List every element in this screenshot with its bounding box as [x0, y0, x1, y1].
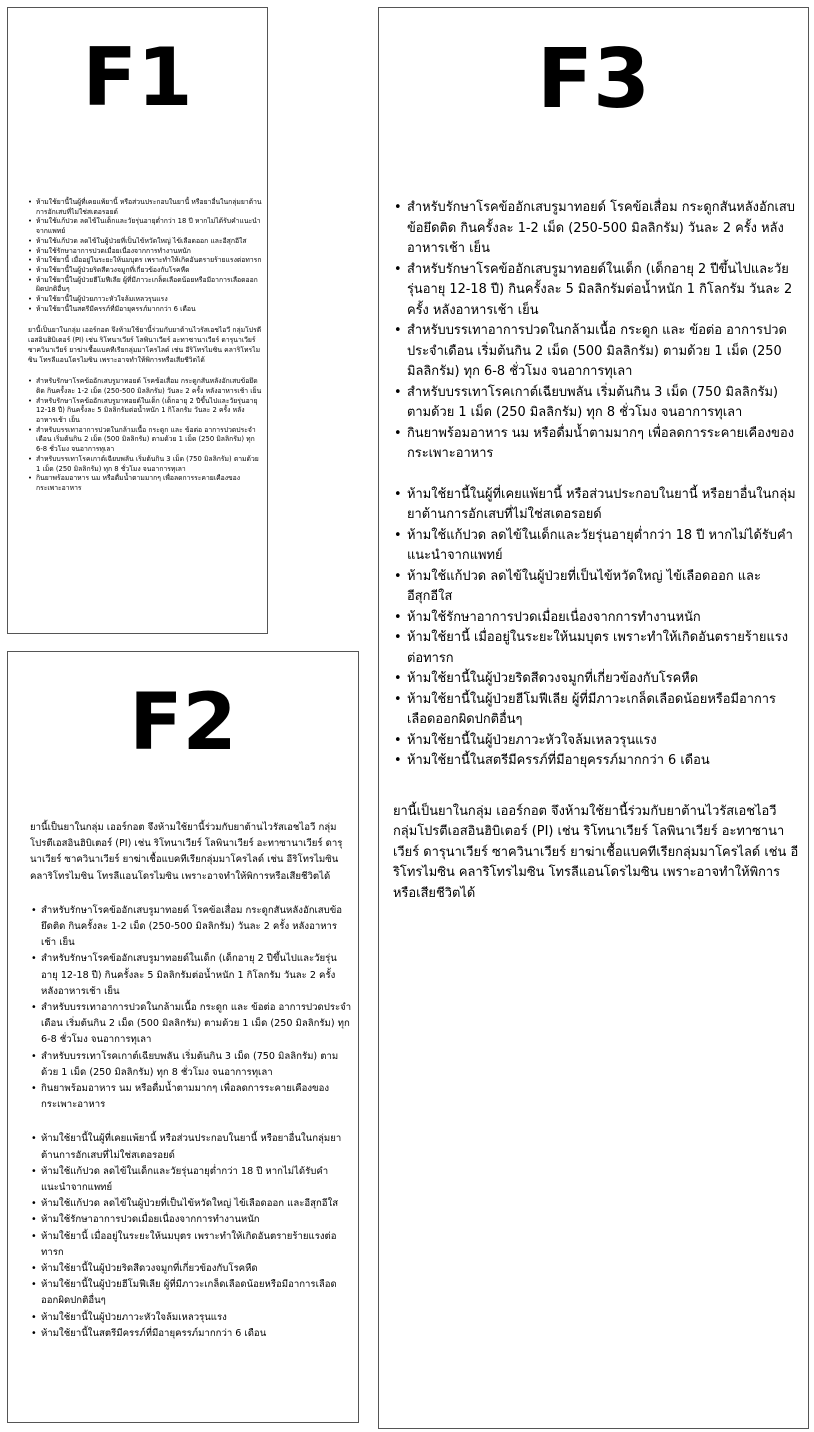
- dosage-item: • สำหรับรักษาโรคข้ออักเสบรูมาทอยด์ โรคข้อเสื่อม กระดูกสันหลังอักเสบข้อยึดติด กินครั้งละ 1-2 เม็ด (250-500 มิลลิกรัม) วันละ 2 ครั้ง หลังอาหารเช้า เย็น: [28, 377, 262, 396]
- warning-item: • ห้ามใช้ยานี้ในผู้ป่วยภาวะหัวใจล้มเหลวรุนแรง: [393, 731, 801, 752]
- dosage-item: • สำหรับรักษาโรคข้ออักเสบรูมาทอยด์ในเด็ก (เด็กอายุ 2 ปีขึ้นไปและวัยรุ่นอายุ 12-18 ปี) กินครั้งละ 5 มิลลิกรัมต่อน้ำหนัก 1 กิโลกรัม วันละ 2 ครั้ง หลังอาหารเช้า เย็น: [28, 397, 262, 426]
- warning-item: • ห้ามใช้ยานี้ในผู้ป่วยฮีโมฟีเลีย ผู้ที่มีภาวะเกล็ดเลือดน้อยหรือมีอาการเลือดออกผิดปกติอื่นๆ: [393, 690, 801, 731]
- dosage-item: • สำหรับรักษาโรคข้ออักเสบรูมาทอยด์ในเด็ก (เด็กอายุ 2 ปีขึ้นไปและวัยรุ่นอายุ 12-18 ปี) กินครั้งละ 5 มิลลิกรัมต่อน้ำหนัก 1 กิโลกรัม วันละ 2 ครั้ง หลังอาหารเช้า เย็น: [30, 951, 352, 1000]
- warning-item: • ห้ามใช้ยานี้ในผู้ป่วยริดสีดวงจมูกที่เกี่ยวข้องกับโรคหืด: [28, 266, 262, 276]
- interaction-note: ยานี้เป็นยาในกลุ่ม เออร์กอต จึงห้ามใช้ยานี้ร่วมกับยาต้านไวรัสเอชไอวี กลุ่มโปรตีเอสอินฮิบิเตอร์ (PI) เช่น ริโทนาเวียร์ โลพินาเวียร์ อะทาซานาเวียร์ ดารุนาเวียร์ ซาควินาเวียร์ ยาฆ่าเชื้อแบคทีเรียกลุ่มมาโครไลด์ เช่น อีริโทรไมซิน คลาริโทรไมซิน โทรลีแอนโดรไมซิน เพราะอาจทำให้พิการหรือเสียชีวิตได้: [28, 326, 262, 364]
- warning-item: • ห้ามใช้แก้ปวด ลดไข้ในผู้ป่วยที่เป็นไข้หวัดใหญ่ ไข้เลือดออก และอีสุกอีใส: [30, 1196, 352, 1212]
- warning-item: • ห้ามใช้แก้ปวด ลดไข้ในเด็กและวัยรุ่นอายุต่ำกว่า 18 ปี หากไม่ได้รับคำแนะนำจากแพทย์: [393, 526, 801, 567]
- section-spacer: [393, 465, 801, 485]
- dosage-item: • สำหรับรักษาโรคข้ออักเสบรูมาทอยด์ โรคข้อเสื่อม กระดูกสันหลังอักเสบข้อยึดติด กินครั้งละ 1-2 เม็ด (250-500 มิลลิกรัม) วันละ 2 ครั้ง หลังอาหารเช้า เย็น: [393, 198, 801, 260]
- warning-item: • ห้ามใช้แก้ปวด ลดไข้ในเด็กและวัยรุ่นอายุต่ำกว่า 18 ปี หากไม่ได้รับคำแนะนำจากแพทย์: [28, 217, 262, 236]
- warning-item: • ห้ามใช้ยานี้ในสตรีมีครรภ์ที่มีอายุครรภ์มากกว่า 6 เดือน: [30, 1326, 352, 1342]
- section-spacer: [30, 1113, 352, 1131]
- warning-item: • ห้ามใช้ยานี้ในผู้ป่วยภาวะหัวใจล้มเหลวรุนแรง: [30, 1310, 352, 1326]
- warning-item: • ห้ามใช้ยานี้ เมื่ออยู่ในระยะให้นมบุตร เพราะทำให้เกิดอันตรายร้ายแรงต่อทารก: [28, 256, 262, 266]
- dosage-item: • สำหรับรักษาโรคข้ออักเสบรูมาทอยด์ โรคข้อเสื่อม กระดูกสันหลังอักเสบข้อยึดติด กินครั้งละ 1-2 เม็ด (250-500 มิลลิกรัม) วันละ 2 ครั้ง หลังอาหารเช้า เย็น: [30, 903, 352, 952]
- dosage-item: • กินยาพร้อมอาหาร นม หรือดื่มน้ำตามมากๆ เพื่อลดการระคายเคืองของกระเพาะอาหาร: [30, 1081, 352, 1113]
- panel-f3-title: F3: [536, 32, 651, 127]
- warning-item: • ห้ามใช้รักษาอาการปวดเมื่อยเนื่องจากการทำงานหนัก: [30, 1212, 352, 1228]
- warning-item: • ห้ามใช้ยานี้ในผู้ป่วยฮีโมฟีเลีย ผู้ที่มีภาวะเกล็ดเลือดน้อยหรือมีอาการเลือดออกผิดปกติอื่นๆ: [30, 1277, 352, 1309]
- dosage-item: • สำหรับบรรเทาโรคเกาต์เฉียบพลัน เริ่มต้นกิน 3 เม็ด (750 มิลลิกรัม) ตามด้วย 1 เม็ด (250 มิลลิกรัม) ทุก 8 ชั่วโมง จนอาการทุเลา: [393, 383, 801, 424]
- dosage-item: • สำหรับบรรเทาอาการปวดในกล้ามเนื้อ กระดูก และ ข้อต่อ อาการปวดประจำเดือน เริ่มต้นกิน 2 เม็ด (500 มิลลิกรัม) ตามด้วย 1 เม็ด (250 มิลลิกรัม) ทุก 6-8 ชั่วโมง จนอาการทุเลา: [30, 1000, 352, 1049]
- dosage-item: • สำหรับรักษาโรคข้ออักเสบรูมาทอยด์ในเด็ก (เด็กอายุ 2 ปีขึ้นไปและวัยรุ่นอายุ 12-18 ปี) กินครั้งละ 5 มิลลิกรัมต่อน้ำหนัก 1 กิโลกรัม วันละ 2 ครั้ง หลังอาหารเช้า เย็น: [393, 260, 801, 322]
- dosage-item: • กินยาพร้อมอาหาร นม หรือดื่มน้ำตามมากๆ เพื่อลดการระคายเคืองของกระเพาะอาหาร: [393, 424, 801, 465]
- dosage-item: • กินยาพร้อมอาหาร นม หรือดื่มน้ำตามมากๆ เพื่อลดการระคายเคืองของกระเพาะอาหาร: [28, 474, 262, 493]
- dosage-item: • สำหรับบรรเทาโรคเกาต์เฉียบพลัน เริ่มต้นกิน 3 เม็ด (750 มิลลิกรัม) ตามด้วย 1 เม็ด (250 มิลลิกรัม) ทุก 8 ชั่วโมง จนอาการทุเลา: [28, 455, 262, 474]
- warning-item: • ห้ามใช้ยานี้ในผู้ที่เคยแพ้ยานี้ หรือส่วนประกอบในยานี้ หรือยาอื่นในกลุ่มยาต้านการอักเสบที่ไม่ใช่สเตอรอยด์: [30, 1131, 352, 1163]
- warning-item: • ห้ามใช้ยานี้ในผู้ที่เคยแพ้ยานี้ หรือส่วนประกอบในยานี้ หรือยาอื่นในกลุ่มยาต้านการอักเสบที่ไม่ใช่สเตอรอยด์: [393, 485, 801, 526]
- panel-f2-title: F2: [129, 678, 237, 768]
- warning-item: • ห้ามใช้ยานี้ เมื่ออยู่ในระยะให้นมบุตร เพราะทำให้เกิดอันตรายร้ายแรงต่อทารก: [393, 628, 801, 669]
- dosage-list: [393, 198, 801, 465]
- dosage-item: • สำหรับบรรเทาโรคเกาต์เฉียบพลัน เริ่มต้นกิน 3 เม็ด (750 มิลลิกรัม) ตามด้วย 1 เม็ด (250 มิลลิกรัม) ทุก 8 ชั่วโมง จนอาการทุเลา: [30, 1049, 352, 1081]
- warning-item: • ห้ามใช้แก้ปวด ลดไข้ในผู้ป่วยที่เป็นไข้หวัดใหญ่ ไข้เลือดออก และอีสุกอีใส: [28, 237, 262, 247]
- warning-item: • ห้ามใช้รักษาอาการปวดเมื่อยเนื่องจากการทำงานหนัก: [28, 247, 262, 257]
- warning-item: • ห้ามใช้แก้ปวด ลดไข้ในผู้ป่วยที่เป็นไข้หวัดใหญ่ ไข้เลือดออก และอีสุกอีใส: [393, 567, 801, 608]
- warnings-list: [393, 485, 801, 772]
- warning-item: • ห้ามใช้ยานี้ในผู้ป่วยภาวะหัวใจล้มเหลวรุนแรง: [28, 295, 262, 305]
- warning-item: • ห้ามใช้ยานี้ในผู้ป่วยฮีโมฟีเลีย ผู้ที่มีภาวะเกล็ดเลือดน้อยหรือมีอาการเลือดออกผิดปกติอื่นๆ: [28, 276, 262, 295]
- warning-item: • ห้ามใช้ยานี้ในผู้ป่วยริดสีดวงจมูกที่เกี่ยวข้องกับโรคหืด: [30, 1261, 352, 1277]
- warning-item: • ห้ามใช้รักษาอาการปวดเมื่อยเนื่องจากการทำงานหนัก: [393, 608, 801, 629]
- warning-item: • ห้ามใช้ยานี้ เมื่ออยู่ในระยะให้นมบุตร เพราะทำให้เกิดอันตรายร้ายแรงต่อทารก: [30, 1229, 352, 1261]
- warning-item: • ห้ามใช้ยานี้ในผู้ที่เคยแพ้ยานี้ หรือส่วนประกอบในยานี้ หรือยาอื่นในกลุ่มยาต้านการอักเสบที่ไม่ใช่สเตอรอยด์: [28, 198, 262, 217]
- panel-f3: [378, 7, 809, 1429]
- dosage-list: [30, 903, 352, 1114]
- interaction-note: ยานี้เป็นยาในกลุ่ม เออร์กอต จึงห้ามใช้ยานี้ร่วมกับยาต้านไวรัสเอชไอวี กลุ่มโปรตีเอสอินฮิบิเตอร์ (PI) เช่น ริโทนาเวียร์ โลพินาเวียร์ อะทาซานาเวียร์ ดารุนาเวียร์ ซาควินาเวียร์ ยาฆ่าเชื้อแบคทีเรียกลุ่มมาโครไลด์ เช่น อีริโทรไมซิน คลาริโทรไมซิน โทรลีแอนโดรไมซิน เพราะอาจทำให้พิการหรือเสียชีวิตได้: [393, 803, 799, 901]
- warning-item: • ห้ามใช้แก้ปวด ลดไข้ในเด็กและวัยรุ่นอายุต่ำกว่า 18 ปี หากไม่ได้รับคำแนะนำจากแพทย์: [30, 1164, 352, 1196]
- panel-f1-title: F1: [82, 31, 193, 124]
- panel-f3-body: [393, 198, 801, 904]
- warnings-list: [28, 198, 262, 314]
- dosage-item: • สำหรับบรรเทาอาการปวดในกล้ามเนื้อ กระดูก และ ข้อต่อ อาการปวดประจำเดือน เริ่มต้นกิน 2 เม็ด (500 มิลลิกรัม) ตามด้วย 1 เม็ด (250 มิลลิกรัม) ทุก 6-8 ชั่วโมง จนอาการทุเลา: [393, 321, 801, 383]
- warning-item: • ห้ามใช้ยานี้ในสตรีมีครรภ์ที่มีอายุครรภ์มากกว่า 6 เดือน: [28, 305, 262, 315]
- panel-f2: [7, 651, 359, 1423]
- warning-item: • ห้ามใช้ยานี้ในผู้ป่วยริดสีดวงจมูกที่เกี่ยวข้องกับโรคหืด: [393, 669, 801, 690]
- interaction-note: ยานี้เป็นยาในกลุ่ม เออร์กอต จึงห้ามใช้ยานี้ร่วมกับยาต้านไวรัสเอชไอวี กลุ่มโปรตีเอสอินฮิบิเตอร์ (PI) เช่น ริโทนาเวียร์ โลพินาเวียร์ อะทาซานาเวียร์ ดารุนาเวียร์ ซาควินาเวียร์ ยาฆ่าเชื้อแบคทีเรียกลุ่มมาโครไลด์ เช่น อีริโทรไมซิน คลาริโทรไมซิน โทรลีแอนโดรไมซิน เพราะอาจทำให้พิการหรือเสียชีวิตได้: [30, 822, 343, 882]
- warning-item: • ห้ามใช้ยานี้ในสตรีมีครรภ์ที่มีอายุครรภ์มากกว่า 6 เดือน: [393, 751, 801, 772]
- dosage-item: • สำหรับบรรเทาอาการปวดในกล้ามเนื้อ กระดูก และ ข้อต่อ อาการปวดประจำเดือน เริ่มต้นกิน 2 เม็ด (500 มิลลิกรัม) ตามด้วย 1 เม็ด (250 มิลลิกรัม) ทุก 6-8 ชั่วโมง จนอาการทุเลา: [28, 426, 262, 455]
- section-spacer: [393, 772, 801, 792]
- panel-f1: [7, 7, 268, 634]
- panel-f1-body: [28, 198, 262, 494]
- dosage-list: [28, 377, 262, 493]
- panel-f2-body: [30, 820, 352, 1342]
- warnings-list: [30, 1131, 352, 1342]
